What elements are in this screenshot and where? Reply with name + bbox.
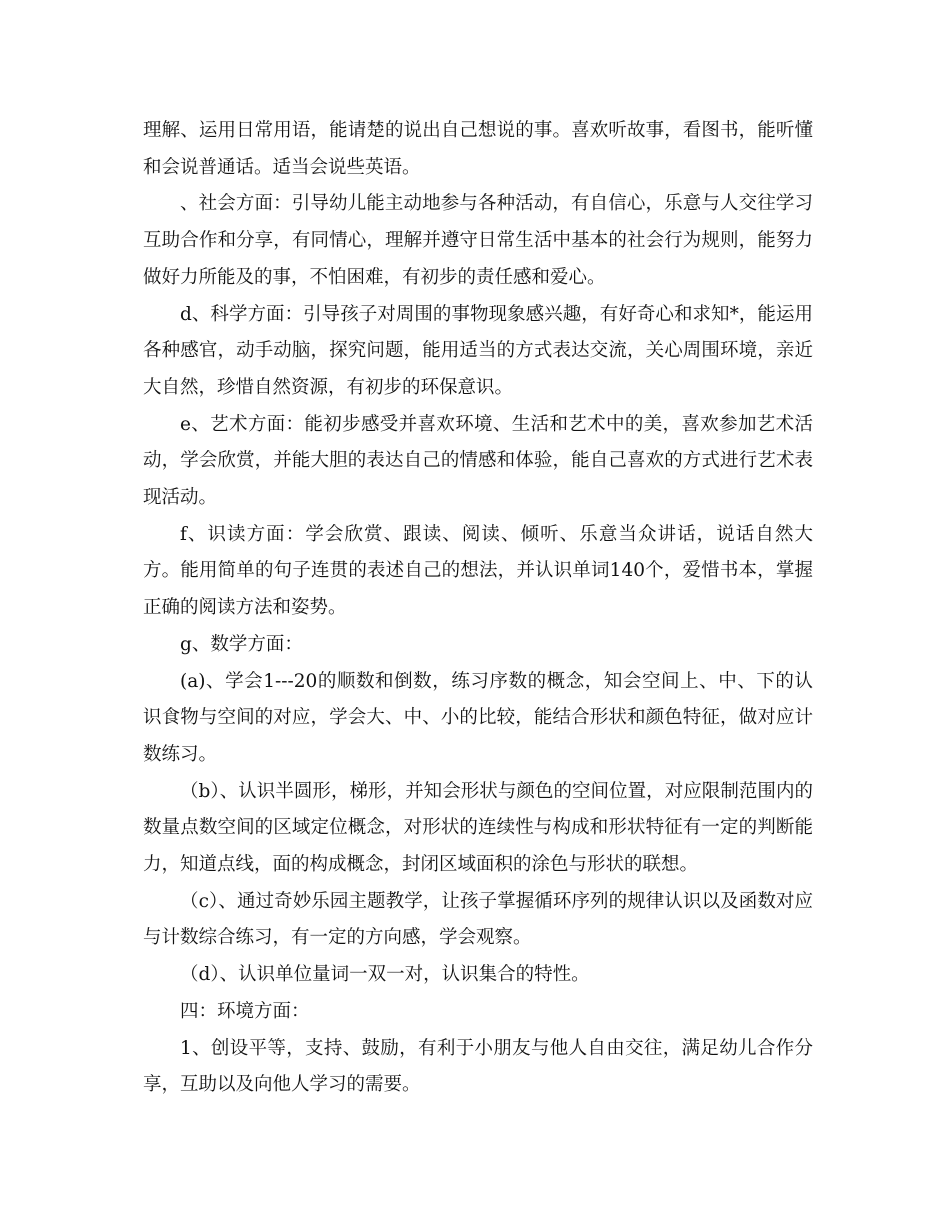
- paragraph-art: e、艺术方面：能初步感受并喜欢环境、生活和艺术中的美，喜欢参加艺术活动，学会欣赏，并能大胆的表达自己的情感和体验，能自己喜欢的方式进行艺术表现活动。: [143, 413, 813, 509]
- paragraph-environment-heading: 四：环境方面：: [180, 1000, 310, 1022]
- paragraph-environment-1: 1、创设平等，支持、鼓励，有利于小朋友与他人自由交往，满足幼儿合作分享，互助以及向他人学习的需要。: [143, 1037, 813, 1096]
- paragraph-social: 、社会方面：引导幼儿能主动地参与各种活动，有自信心，乐意与人交往学习互助合作和分享，有同情心，理解并遵守日常生活中基本的社会行为规则，能努力做好力所能及的事，不怕困难，有初步的责任感和爱心。: [143, 193, 813, 288]
- paragraph-language-cont: 理解、运用日常用语，能请楚的说出自己想说的事。喜欢听故事，看图书，能听懂和会说普通话。适当会说些英语。: [143, 120, 813, 178]
- paragraph-math-heading: g、数学方面：: [180, 633, 303, 655]
- paragraph-math-a: (a)、学会1---20的顺数和倒数，练习序数的概念，知会空间上、中、下的认识食物与空间的对应，学会大、中、小的比较，能结合形状和颜色特征，做对应计数练习。: [143, 670, 813, 765]
- paragraph-math-b: （b）、认识半圆形，梯形，并知会形状与颜色的空间位置，对应限制范围内的数量点数空间的区域定位概念，对形状的连续性与构成和形状特征有一定的判断能力，知道点线，面的构成概念，封闭区域面积的涂色与形状的联想。: [143, 780, 813, 876]
- paragraph-math-c: （c）、通过奇妙乐园主题教学，让孩子掌握循环序列的规律认识以及函数对应与计数综合练习，有一定的方向感，学会观察。: [143, 890, 813, 949]
- document-body: [143, 113, 813, 1104]
- paragraph-reading: f、识读方面：学会欣赏、跟读、阅读、倾听、乐意当众讲话，说话自然大方。能用简单的句子连贯的表述自己的想法，并认识单词140个，爱惜书本，掌握正确的阅读方法和姿势。: [143, 523, 813, 619]
- paragraph-science: d、科学方面：引导孩子对周围的事物现象感兴趣，有好奇心和求知*，能运用各种感官，动手动脑，探究问题，能用适当的方式表达交流，关心周围环境，亲近大自然，珍惜自然资源，有初步的环保意识。: [143, 303, 813, 398]
- paragraph-math-d: （d）、认识单位量词一双一对，认识集合的特性。: [180, 964, 590, 986]
